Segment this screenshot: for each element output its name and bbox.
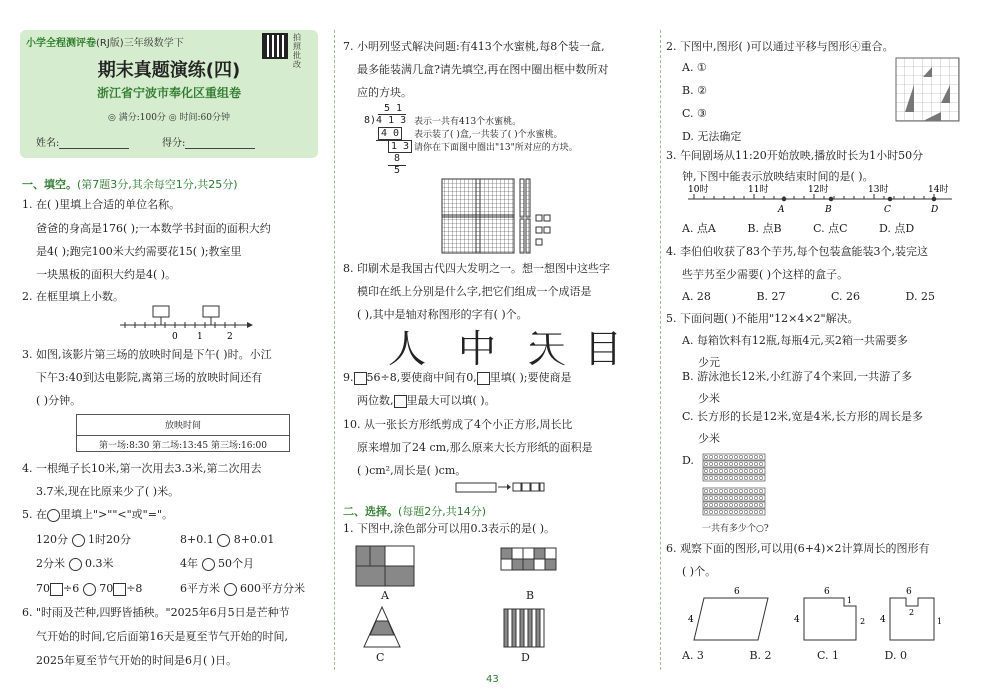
svg-text:1: 1 [847, 596, 853, 605]
option-text[interactable]: A. 28 [682, 290, 711, 303]
svg-text:6: 6 [824, 587, 830, 597]
score-field[interactable]: 得分: [162, 134, 255, 149]
question-text: ( ),其中是轴对称图形的字有( )个。 [357, 308, 528, 321]
question-text: 6. "时雨及芒种,四野皆插秧。"2025年6月5日是芒种节 [22, 606, 290, 619]
option-text[interactable]: B. 游泳池长12米,小红游了4个来回,一共游了多 [682, 370, 913, 383]
option-text: 少米 [698, 432, 720, 445]
svg-text:4: 4 [688, 615, 694, 625]
question-text: 1. 在( )里填上合适的单位名称。 [22, 198, 181, 211]
question-text: 3.7米,现在比原来少了( )米。 [36, 485, 180, 498]
question-text: ( )个。 [682, 565, 717, 578]
svg-text:C: C [884, 205, 891, 215]
column-divider [334, 30, 335, 670]
option-text[interactable]: B. 27 [756, 290, 786, 303]
page-title: 期末真题演练(四) [97, 60, 241, 81]
question-text: 1. 下图中,涂色部分可以用0.3表示的是( )。 [343, 522, 556, 535]
compare-row: 2分米 0.3米 [36, 557, 114, 570]
svg-text:6: 6 [734, 587, 740, 597]
page-number: 43 [486, 674, 499, 685]
answer-circle[interactable] [202, 558, 215, 571]
compare-row: 70 ÷6 70 ÷8 [36, 582, 143, 595]
svg-text:A: A [778, 205, 785, 215]
compare-row: 8+0.1 8+0.01 [180, 533, 275, 546]
svg-text:10时: 10时 [688, 185, 709, 195]
answer-box[interactable] [477, 372, 490, 385]
answer-circle[interactable] [72, 534, 85, 547]
question-text: ( )cm²,周长是( )cm。 [357, 464, 467, 477]
option-text[interactable]: D. [682, 454, 694, 467]
svg-text:2: 2 [860, 617, 866, 626]
svg-text:11时: 11时 [748, 185, 769, 195]
compare-row: 6平方米 600平方分米 [180, 582, 305, 595]
series-label: 小学全程测评卷(RJ版)三年级数学下 [26, 38, 184, 49]
svg-text:12时: 12时 [808, 185, 829, 195]
exam-meta: ◎ 满分:100分 ◎ 时间:60分钟 [108, 113, 230, 123]
question-text: 4. 一根绳子长10米,第一次用去3.3米,第二次用去 [22, 462, 262, 475]
option-text: 少元 [698, 356, 720, 369]
print-char: 目 [584, 327, 623, 371]
schedule-row: 第一场:8:30 第二场:13:45 第三场:16:00 [77, 435, 289, 451]
svg-text:13时: 13时 [868, 185, 889, 195]
page-subtitle: 浙江省宁波市奉化区重组卷 [96, 86, 241, 100]
answer-circle[interactable] [217, 534, 230, 547]
question-text: 7. 小明列竖式解决问题:有413个水蜜桃,每8个装一盒, [343, 40, 605, 53]
qr-caption: 拍照批改 [293, 33, 301, 69]
option-figure-d[interactable] [503, 608, 547, 648]
question-text: 2. 下图中,图形( )可以通过平移与图形④重合。 [666, 40, 894, 53]
option-text[interactable]: D. 0 [884, 649, 907, 662]
question-text: 最多能装满几盒?请先填空,再在图中圈出框中数所对 [357, 63, 609, 76]
question-text: 5. 在 里填上">""<"或"="。 [22, 508, 174, 521]
schedule-title: 放映时间 [164, 421, 201, 431]
tick-label: 0 [172, 332, 178, 342]
svg-text:4: 4 [880, 615, 886, 625]
hundred-blocks-figure [440, 175, 560, 255]
answer-box[interactable] [394, 395, 407, 408]
question-text: 原来增加了24 cm,那么原来大长方形纸的面积是 [357, 441, 593, 454]
svg-text:2: 2 [909, 608, 915, 617]
print-char: 天 [528, 327, 567, 371]
hundred-block [442, 179, 514, 253]
option-figure-c[interactable] [362, 605, 402, 649]
answer-box[interactable] [354, 372, 367, 385]
option-text[interactable]: D. 点D [879, 222, 915, 235]
answer-box[interactable] [203, 306, 219, 317]
question-text: 4. 李伯伯收获了83个芋艿,每个包装盒能装3个,装完这 [666, 245, 928, 258]
option-row [682, 290, 935, 304]
compare-row: 120分 1时20分 [36, 533, 131, 546]
option-text[interactable]: A. 点A [682, 222, 716, 235]
option-figure-a[interactable] [355, 545, 415, 587]
option-text[interactable]: C. 长方形的长是12米,宽是4米,长方形的周长是多 [682, 410, 924, 423]
question-text: ( )分钟。 [36, 394, 82, 407]
option-text[interactable]: B. 2 [749, 649, 772, 662]
question-text: 6. 观察下面的图形,可以用(6+4)×2计算周长的图形有 [666, 542, 930, 555]
question-text: 两位数, 里最大可以填( )。 [357, 394, 496, 407]
option-row [682, 222, 914, 236]
question-text: 8. 印刷术是我国古代四大发明之一。想一想图中这些字 [343, 262, 610, 275]
question-text: 10. 从一张长方形纸剪成了4个小正方形,周长比 [343, 418, 573, 431]
timeline-point [932, 197, 936, 201]
question-text: 模印在纸上分别是什么字,把它们组成一个成语是 [357, 285, 592, 298]
answer-circle[interactable] [69, 558, 82, 571]
option-text[interactable]: C. 1 [817, 649, 840, 662]
option-row [682, 649, 907, 663]
print-char: 人 [388, 327, 427, 371]
question-text: 2025年夏至节气开始的时间是6月( )日。 [36, 654, 238, 667]
question-text: 一块黑板的面积大约是4( )。 [36, 268, 177, 281]
paper-cut-figure [455, 481, 545, 495]
timeline-point [829, 197, 833, 201]
answer-circle[interactable] [224, 583, 237, 596]
timeline-point [782, 197, 786, 201]
question-text: 5. 下面问题( )不能用"12×4×2"解决。 [666, 312, 859, 325]
perimeter-figures [684, 584, 954, 646]
name-field[interactable]: 姓名: [36, 134, 129, 149]
question-text: 3. 午间剧场从11:20开始放映,播放时长为1小时50分 [666, 149, 924, 162]
option-text[interactable]: A. 每箱饮料有12瓶,每瓶4元,买2箱一共需要多 [682, 334, 908, 347]
option-label: B [526, 589, 535, 602]
translation-grid-figure [895, 57, 967, 123]
question-text: 2. 在框里填上小数。 [22, 290, 124, 303]
option-text[interactable]: D. 无法确定 [682, 130, 742, 143]
option-text[interactable]: C. ③ [682, 107, 707, 120]
svg-text:4: 4 [794, 615, 800, 625]
option-text[interactable]: B. 点B [747, 222, 782, 235]
question-text: 下午3:40到达电影院,离第三场的放映时间还有 [36, 371, 263, 384]
number-line [115, 303, 255, 343]
option-text[interactable]: D. 25 [905, 290, 935, 303]
section-heading: 一、填空。(第7题3分,其余每空1分,共25分) [22, 178, 238, 191]
option-text: 少米 [698, 392, 720, 405]
long-division: 5 1 8)4 1 3 4 0 1 3 8 5 表示一共有413个水蜜桃。 表示装了( )盒,一共装了( )个水蜜桃。 请你在下面图中圈出"13"所对应的方块。 [364, 103, 578, 176]
question-text: 爸爸的身高是176( );一本数学书封面的面积大约 [36, 222, 271, 235]
question-text: 些芋艿至少需要( )个这样的盒子。 [682, 268, 849, 281]
svg-text:6: 6 [906, 587, 912, 597]
tick-label: 1 [197, 332, 203, 342]
question-text: 3. 如图,该影片第三场的放映时间是下午( )时。小江 [22, 348, 272, 361]
figure-caption: 一共有多少个○? [702, 524, 769, 534]
option-text[interactable]: A. 3 [682, 649, 704, 662]
section-heading: 二、选择。(每题2分,共14分) [343, 505, 487, 518]
column-divider [660, 30, 661, 670]
tick-label: 2 [227, 332, 233, 342]
circles-figure [702, 452, 768, 518]
svg-text:B: B [825, 205, 832, 215]
question-text: 气开始的时间,它后面第16天是夏至节气开始的时间, [36, 630, 288, 643]
answer-box[interactable] [153, 306, 169, 317]
question-text: 是4( );跑完100米大约需要花15( );教室里 [36, 245, 242, 258]
option-text[interactable]: A. ① [682, 61, 707, 74]
schedule-table [76, 414, 290, 452]
question-text: 9. 56÷8,要使商中间有0, 里填( );要使商是 [343, 371, 572, 384]
print-char: 中 [458, 327, 497, 371]
question-text: 钟,下图中能表示放映结束时间的是( )。 [682, 170, 874, 183]
timeline-point [888, 197, 892, 201]
question-text: 应的方块。 [357, 86, 412, 99]
option-label: D [521, 651, 530, 664]
svg-text:D: D [931, 205, 939, 215]
option-label: C [376, 651, 385, 664]
option-text[interactable]: C. 点C [813, 222, 848, 235]
timeline-figure [684, 183, 956, 215]
option-text[interactable]: B. ② [682, 84, 707, 97]
answer-circle[interactable] [83, 583, 96, 596]
svg-text:14时: 14时 [928, 185, 949, 195]
option-text[interactable]: C. 26 [831, 290, 861, 303]
option-label: A [381, 589, 389, 602]
compare-row: 4年 50个月 [180, 557, 254, 570]
svg-text:1: 1 [937, 617, 943, 626]
option-figure-b[interactable] [500, 547, 560, 581]
